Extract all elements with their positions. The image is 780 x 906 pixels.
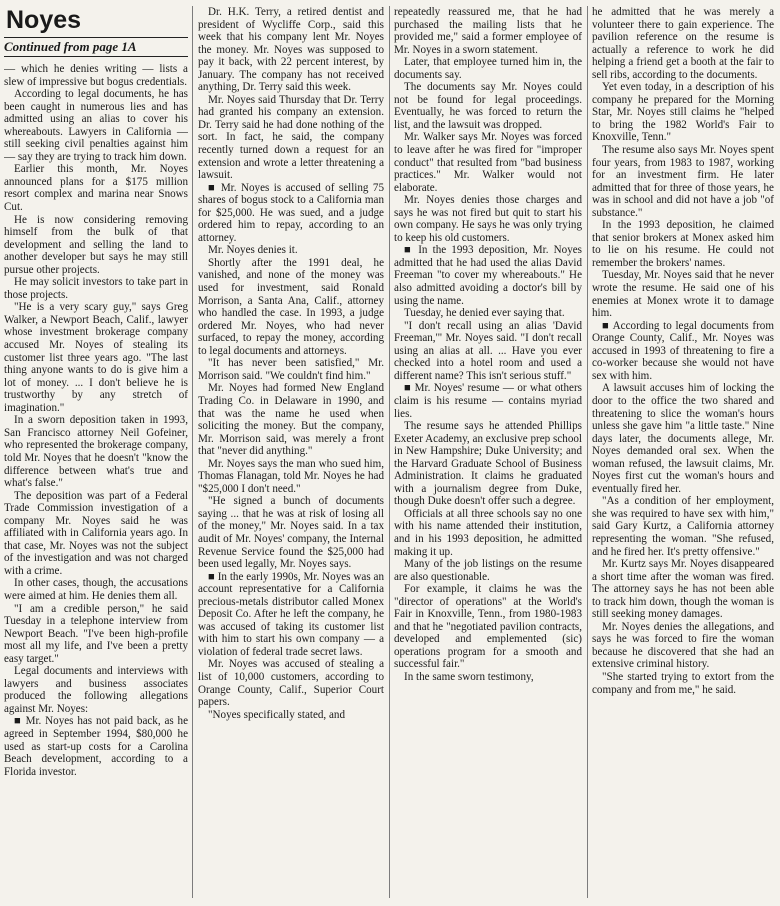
paragraph: Mr. Noyes had formed New England Trading Co. in Delaware in 1990, and that was the name he used when soliciting the money. But the company, Mr. Morrison said, was merely a front that "never did anything." — [198, 382, 384, 458]
column-divider — [587, 6, 588, 898]
paragraph: "I don't recall using an alias 'David Freeman,'" Mr. Noyes said. "I don't recall using an alias at all. ... Have you ever checked into a hotel room and used a different name? This isn't serious stuff." — [394, 319, 582, 382]
paragraph: The documents say Mr. Noyes could not be found for legal proceedings. Eventually, he was forced to return the list, and the lawsuit was dropped. — [394, 81, 582, 131]
paragraph: Shortly after the 1991 deal, he vanished, and none of the money was used for investment, said Ronald Morrison, a Santa Ana, Calif., attorney who handled the case. In 1993, a judge ordered Mr. Noyes, who had never surfaced, to repay the money, according to legal documents and attorneys. — [198, 256, 384, 357]
paragraph: Many of the job listings on the resume are also questionable. — [394, 558, 582, 583]
paragraph: In the same sworn testimony, — [404, 670, 534, 683]
paragraph: ■ According to legal documents from Orange County, Calif., Mr. Noyes was accused in 1993 of threatening to fire a co-worker because she would not have sex with him. — [592, 319, 774, 382]
paragraph: Mr. Noyes was accused of stealing a list of 10,000 customers, according to Orange County, Calif., Superior Court papers. — [198, 658, 384, 709]
paragraph: "He is a very scary guy," says Greg Walker, a Newport Beach, Calif., lawyer whose investment brokerage company accused Mr. Noyes of stealing its customer list three years ago. "The last thing anyone wants to do is give him a lot of money. ... I don't believe he is trustworthy by any stretch of imagination." — [4, 301, 188, 414]
paragraph: Mr. Noyes said Thursday that Dr. Terry had granted his company an extension. Dr. Terry said he had done nothing of the sort. In fact, he said, the company recently turned down a request for an extension and wrote a letter threatening a lawsuit. — [198, 93, 384, 182]
paragraph: Later, that employee turned him in, the documents say. — [394, 56, 582, 81]
paragraph: ■ In the early 1990s, Mr. Noyes was an account representative for a California precious-metals distributor called Monex Deposit Co. After he left the company, he was accused of taking its customer list with him to start his own company — a violation of federal trade secret laws. — [198, 570, 384, 658]
paragraph: He may solicit investors to take part in those projects. — [4, 276, 188, 301]
paragraph: ■ Mr. Noyes' resume — or what others claim is his resume — contains myriad lies. — [394, 382, 582, 420]
paragraph: Mr. Noyes denies it. — [208, 244, 298, 257]
continued-label: Continued from page 1A — [4, 37, 188, 57]
column-2 — [198, 6, 384, 902]
paragraph: — which he denies writing — lists a slew of impressive but bogus credentials. — [4, 63, 188, 88]
paragraph: A lawsuit accuses him of locking the door to the office the two shared and threatening to slice the woman's hours unless she gave him "a little taste." Nine days later, the documents allege, Mr. Noyes demanded oral sex. When the woman refused, the lawsuit claims, Mr. Noyes first cut the woman's hours and eventually fired her. — [592, 382, 774, 495]
paragraph: "I am a credible person," he said Tuesday in a telephone interview from Newport Beach. "I've been high-profile most all my life, and I've been a pretty easy target." — [4, 602, 188, 665]
paragraph: he admitted that he was merely a volunteer there to gain experience. The pavilion reference on the resume is actually a reference to work he did helping a friend get a booth at the fair to sell ribs, according to the documents. — [592, 6, 774, 81]
paragraph: Yet even today, in a description of his company he prepared for the Morning Star, Mr. Noyes still claims he "helped to bring the 1982 World's Fair to Knoxville, Tenn." — [592, 81, 774, 144]
paragraph: Legal documents and interviews with lawyers and business associates produced the following allegations against Mr. Noyes: — [4, 665, 188, 715]
paragraph: The resume also says Mr. Noyes spent four years, from 1983 to 1987, working for an investment firm. He later admitted that for three of those years, he was in school and did not have a job "of substance." — [592, 144, 774, 219]
paragraph: Earlier this month, Mr. Noyes announced plans for a $175 million resort complex and marina near Snows Cut. — [4, 163, 188, 214]
paragraph: "He signed a bunch of documents saying ... that he was at risk of losing all of the money," Mr. Noyes said. In a tax audit of Mr. Noyes' company, the Internal Revenue Service found the $25,000 had been used legally, Mr. Noyes says. — [198, 495, 384, 571]
paragraph: The resume says he attended Phillips Exeter Academy, an exclusive prep school in New Hampshire; Duke University; and the Harvard Graduate School of Business Administration. It claims he graduated with a journalism degree from Duke, though Duke doesn't offer such a degree. — [394, 420, 582, 508]
paragraph: Mr. Noyes says the man who sued him, Thomas Flanagan, told Mr. Noyes he had "$25,000 I don't need." — [198, 457, 384, 495]
paragraph: ■ Mr. Noyes is accused of selling 75 shares of bogus stock to a California man for $25,000. He was sued, and a judge ordered him to repay, according to an attorney. — [198, 181, 384, 244]
paragraph: "She started trying to extort from the company and from me," he said. — [592, 670, 774, 696]
column-4 — [592, 6, 774, 902]
paragraph: He is now considering removing himself from the bulk of that development and selling the land to another developer but says he may still pursue other projects. — [4, 213, 188, 276]
paragraph: For example, it claims he was the "director of operations" at the World's Fair in Knoxville, Tenn., from 1980-1983 and that he "negotiated pavilion contracts, developed and emplemented (sic) operations program for a smooth and successful fair." — [394, 583, 582, 671]
paragraph: Mr. Noyes denies those charges and says he was not fired but quit to start his own company. He says he was only trying to keep his old customers. — [394, 194, 582, 244]
paragraph: According to legal documents, he has been caught in numerous lies and has admitted using an alias to cover his whereabouts. Lawyers in California — still seeking civil penalties against him — say they are trying to track him down. — [4, 88, 188, 163]
headline: Noyes — [6, 6, 82, 34]
paragraph: The deposition was part of a Federal Trade Commission investigation of a company Mr. Noyes said he was affiliated with in California years ago. In that case, Mr. Noyes was not the subject of the investigation and was not charged with a crime. — [4, 489, 188, 577]
paragraph: In the 1993 deposition, he claimed that senior brokers at Monex asked him to lie on his resume. He could not remember the brokers' names. — [592, 219, 774, 269]
paragraph: Mr. Walker says Mr. Noyes was forced to leave after he was fired for "improper conduct" that resulted from "bad business practices." Mr. Walker would not elaborate. — [394, 131, 582, 194]
paragraph: Mr. Kurtz says Mr. Noyes disappeared a short time after the woman was fired. The attorney says he has not been able to track him down, though the woman is still seeking money damages. — [592, 558, 774, 621]
paragraph: ■ In the 1993 deposition, Mr. Noyes admitted that he had used the alias David Freeman "to cover my whereabouts." He also admitted avoiding a doctor's bill by using the name. — [394, 244, 582, 307]
paragraph: Dr. H.K. Terry, a retired dentist and president of Wycliffe Corp., said this week that his company lent Mr. Noyes the money. Mr. Noyes was supposed to pay it back, with 22 percent interest, by January. The company has not received anything, Dr. Terry said this week. — [198, 6, 384, 94]
column-divider — [192, 6, 193, 898]
paragraph: Tuesday, Mr. Noyes said that he never wrote the resume. He said one of his enemies at Monex wrote it to damage him. — [592, 269, 774, 320]
column-3 — [394, 6, 582, 902]
paragraph: ■ Mr. Noyes has not paid back, as he agreed in September 1994, $80,000 he used as start-up costs for a Carolina Beach development, according to a Florida investor. — [4, 715, 188, 778]
paragraph: "It has never been satisfied," Mr. Morrison said. "We couldn't find him." — [198, 357, 384, 382]
paragraph: "As a condition of her employment, she was required to have sex with him," said Gary Kurtz, a California attorney representing the woman. "She refused, and he fired her. It's pretty offensive." — [592, 495, 774, 558]
paragraph: "Noyes specifically stated, and — [208, 708, 345, 721]
paragraph: Officials at all three schools say no one with his name attended their institution, and in his 1993 deposition, he admitted making it up. — [394, 507, 582, 558]
paragraph: In other cases, though, the accusations were aimed at him. He denies them all. — [4, 577, 188, 602]
paragraph: Mr. Noyes denies the allegations, and says he was forced to fire the woman because he discovered that she had an extensive criminal history. — [592, 620, 774, 671]
column-1 — [4, 6, 188, 902]
paragraph: In a sworn deposition taken in 1993, San Francisco attorney Neil Gofeiner, who represented the brokerage company, told Mr. Noyes that he doesn't "know the difference between what's true and what's false." — [4, 414, 188, 490]
paragraph: repeatedly reassured me, that he had purchased the mailing lists that he provided me," said a former employee of Mr. Noyes in a sworn statement. — [394, 6, 582, 56]
column-divider — [389, 6, 390, 898]
paragraph: Tuesday, he denied ever saying that. — [404, 307, 565, 320]
